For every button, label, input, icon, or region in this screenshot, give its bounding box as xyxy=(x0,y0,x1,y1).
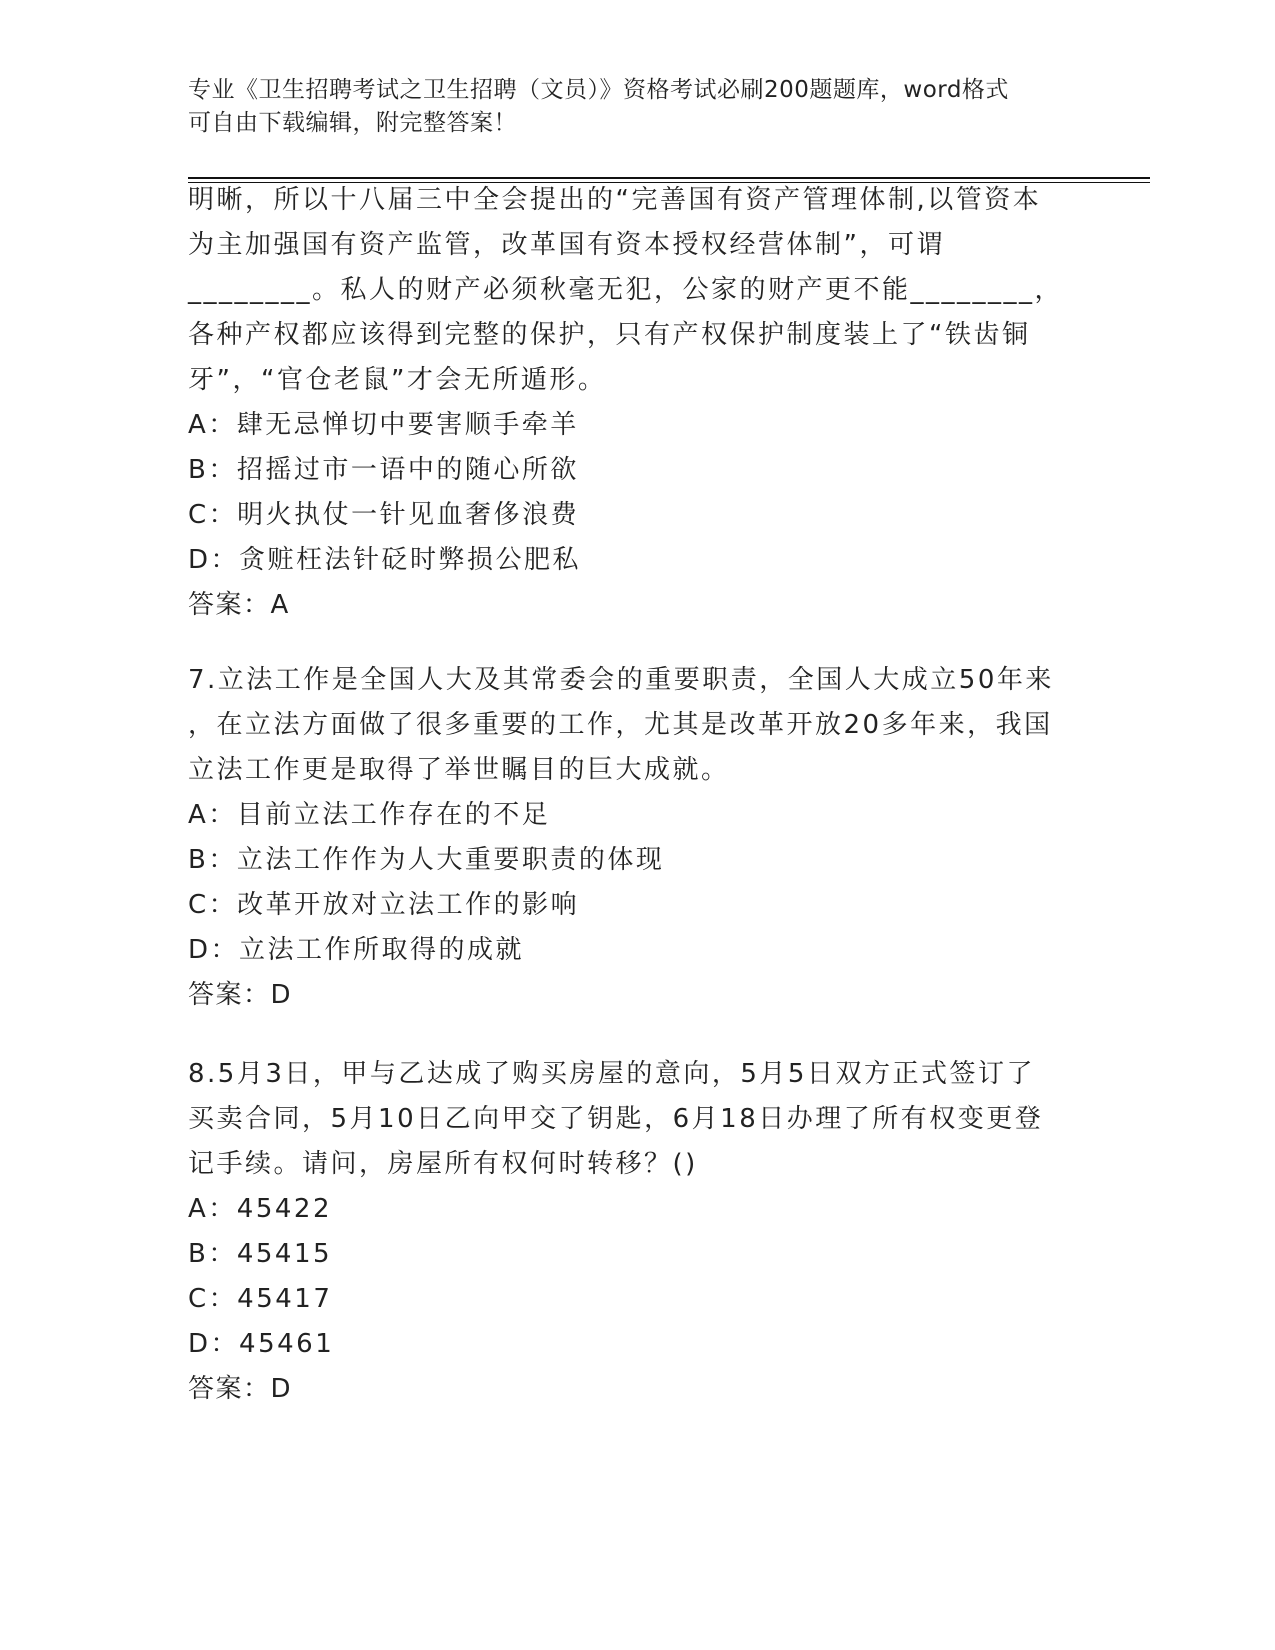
question-stem-line: 为主加强国有资产监管，改革国有资本授权经营体制”，可谓 xyxy=(188,230,945,260)
option-d: D：45461 xyxy=(188,1329,335,1359)
question-6 xyxy=(188,178,1088,628)
option-b: B：45415 xyxy=(188,1239,333,1269)
option-a: A：肆无忌惮切中要害顺手牵羊 xyxy=(188,410,579,440)
question-stem-line: 8.5月3日，甲与乙达成了购买房屋的意向，5月5日双方正式签订了 xyxy=(188,1059,1035,1089)
question-stem-line: 明晰，所以十八届三中全会提出的“完善国有资产管理体制,以管资本 xyxy=(188,185,1042,215)
answer-label: 答案：D xyxy=(188,1374,293,1404)
option-a: A：目前立法工作存在的不足 xyxy=(188,800,551,830)
option-c: C：明火执仗一针见血奢侈浪费 xyxy=(188,500,580,530)
option-b: B：招摇过市一语中的随心所欲 xyxy=(188,455,579,485)
option-b: B：立法工作作为人大重要职责的体现 xyxy=(188,845,665,875)
option-d: D：立法工作所取得的成就 xyxy=(188,935,525,965)
question-stem-line: 买卖合同，5月10日乙向甲交了钥匙，6月18日办理了所有权变更登 xyxy=(188,1104,1044,1134)
header-line-1: 专业《卫生招聘考试之卫生招聘（文员）》资格考试必刷200题题库，word格式 xyxy=(188,77,1009,103)
option-c: C：45417 xyxy=(188,1284,333,1314)
question-stem-line: 各种产权都应该得到完整的保护，只有产权保护制度装上了“铁齿铜 xyxy=(188,320,1031,350)
question-stem-line: 牙”，“官仓老鼠”才会无所遁形。 xyxy=(188,365,607,395)
answer-label: 答案：D xyxy=(188,980,293,1010)
question-stem-line: ，在立法方面做了很多重要的工作，尤其是改革开放20多年来，我国 xyxy=(188,710,1053,740)
question-stem-line: 立法工作更是取得了举世瞩目的巨大成就。 xyxy=(188,755,730,785)
question-8 xyxy=(188,1052,1088,1412)
page-header xyxy=(188,74,1088,140)
question-stem-line: 7.立法工作是全国人大及其常委会的重要职责，全国人大成立50年来 xyxy=(188,665,1054,695)
question-stem-line: ________。私人的财产必须秋毫无犯，公家的财产更不能________， xyxy=(188,275,1064,305)
option-d: D：贪赃枉法针砭时弊损公肥私 xyxy=(188,545,582,575)
question-stem-line: 记手续。请问，房屋所有权何时转移？() xyxy=(188,1149,698,1179)
question-7 xyxy=(188,658,1088,1018)
answer-label: 答案：A xyxy=(188,590,290,620)
option-a: A：45422 xyxy=(188,1194,332,1224)
option-c: C：改革开放对立法工作的影响 xyxy=(188,890,580,920)
header-line-2: 可自由下载编辑，附完整答案！ xyxy=(188,110,517,136)
